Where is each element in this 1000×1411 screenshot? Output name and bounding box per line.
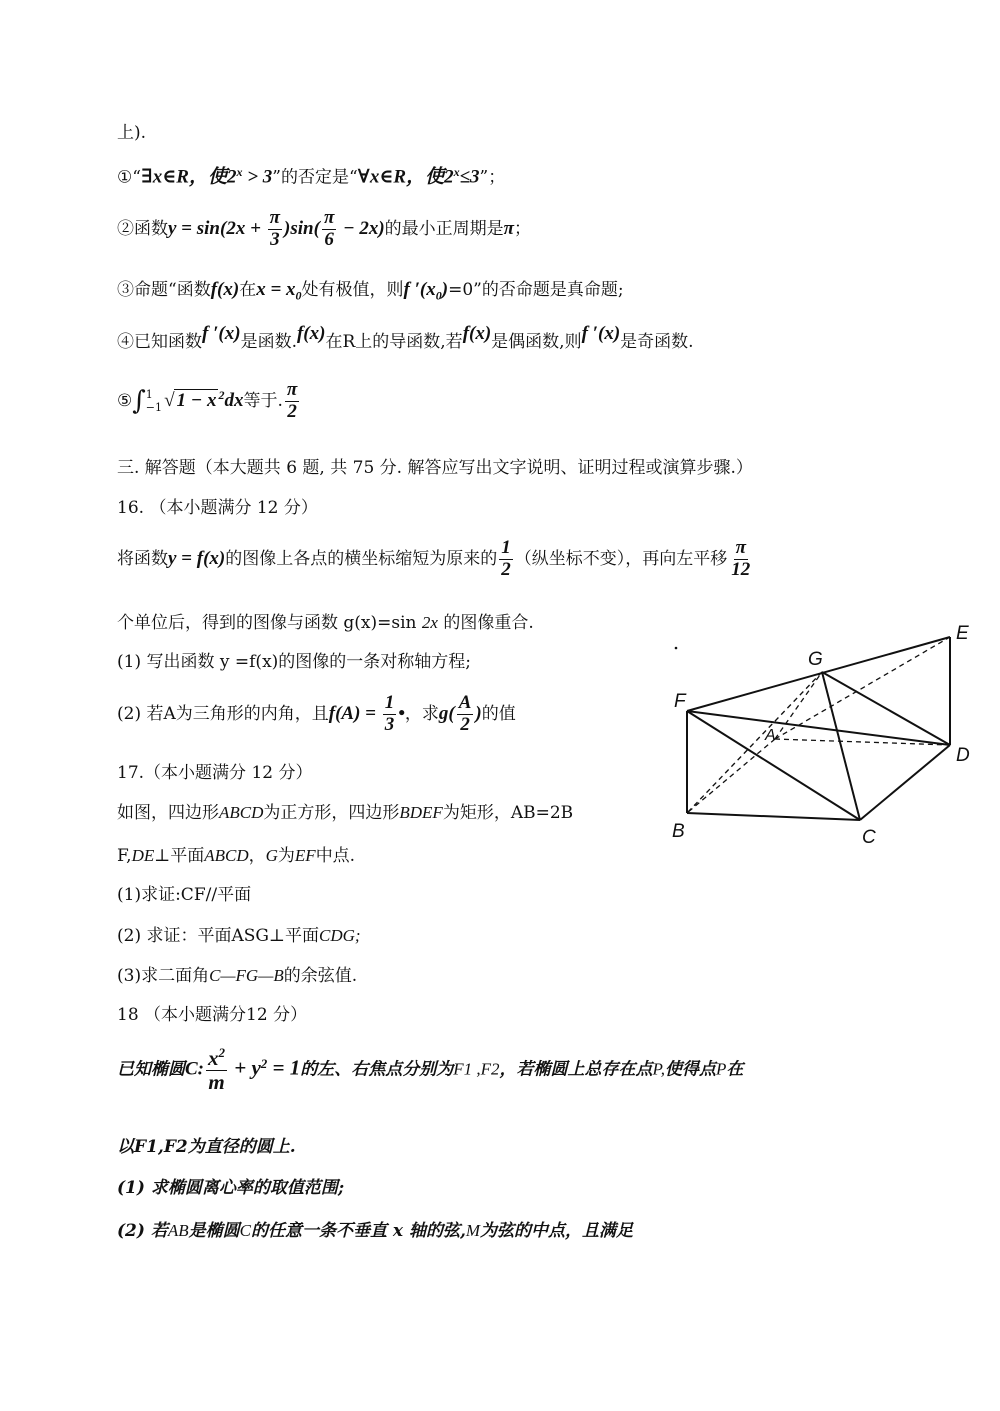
edge-CD: [860, 745, 950, 820]
statement-4: ④已知函数f ′(x)是函数.f(x)在R上的导函数,若f(x)是偶函数,则f ′(x)是奇函数.: [117, 323, 694, 352]
continuation-text: 上).: [117, 123, 147, 143]
label-A: A: [765, 727, 776, 744]
dashed-GB: [687, 672, 822, 813]
statement-5: ⑤∫ 1 −1 √ 1 − x $^2$dx等于. $\frac{\pi}{2}$: [117, 379, 298, 422]
stray-dot: [675, 647, 678, 650]
q17-part-1: (1)求证:CF//平面: [117, 885, 252, 905]
q18-heading: 18 （本小题满分12 分）: [117, 1005, 308, 1025]
dashed-AE: [775, 637, 950, 739]
dashed-AB: [687, 739, 775, 813]
label-B: B: [672, 821, 685, 842]
q17-line-1: 如图，四边形ABCD为正方形，四边形BDEF为矩形，AB=2B: [117, 803, 574, 823]
q18-part-1: (1) 求椭圆离心率的取值范围;: [117, 1178, 345, 1198]
geometry-figure: [660, 615, 990, 850]
label-F: F: [674, 691, 686, 712]
edge-BC: [687, 813, 860, 820]
q16-heading: 16. （本小题满分 12 分）: [117, 498, 318, 518]
edge-FD: [687, 711, 950, 745]
edge-GD: [822, 672, 950, 745]
edge-GC: [822, 672, 860, 820]
q18-line-1: 已知椭圆C: $\frac{x^2}{m}$ + $y^2 = 1$的左、右焦点分别为F1 ,F2，若椭圆上总存在点P,使得点P在: [117, 1045, 744, 1095]
label-E: E: [956, 623, 969, 644]
label-D: D: [956, 745, 970, 766]
q17-part-3: (3)求二面角C—FG—B的余弦值.: [117, 966, 358, 986]
q16-part-2: (2) 若A为三角形的内角，且f(A) = $\frac{1}{3}$ •，求g( $\frac{A}{2}$ )的值: [117, 692, 516, 735]
q18-line-2: 以F1,F2为直径的圆上.: [117, 1137, 296, 1157]
label-G: G: [808, 649, 823, 670]
dashed-AG: [775, 672, 822, 739]
q16-line-1: 将函数y = f(x)的图像上各点的横坐标缩短为原来的 $\frac{1}{2}$ （纵坐标不变），再向左平移 $\frac{\pi}{12}$: [117, 537, 751, 580]
q17-heading: 17.（本小题满分 12 分）: [117, 763, 313, 783]
statement-3: ③命题“函数f(x)在$x = x_0$处有极值，则f $'(x_0)=0$”的否命题是真命题;: [117, 279, 624, 303]
statement-2: ②函数y = sin(2x + $\frac{\pi}{3}$ )sin( $\frac{\pi}{6}$ − 2x)的最小正周期是π；: [117, 207, 532, 250]
label-C: C: [862, 827, 876, 848]
q17-line-2: F,DE⊥平面ABCD，G为EF中点.: [117, 846, 356, 866]
integral-sign: ∫: [132, 386, 146, 417]
q16-part-1: (1) 写出函数 y =f(x)的图像的一条对称轴方程;: [117, 652, 472, 672]
q17-part-2: (2) 求证：平面ASG⊥平面CDG;: [117, 926, 361, 946]
q18-part-2: (2) 若AB是椭圆C的任意一条不垂直 x 轴的弦,M为弦的中点，且满足: [117, 1221, 634, 1241]
section-3-heading: 三. 解答题（本大题共 6 题, 共 75 分. 解答应写出文字说明、证明过程或演算步骤.）: [117, 458, 753, 478]
q16-line-2: 个单位后，得到的图像与函数 g(x)=sin 2x 的图像重合.: [117, 613, 534, 633]
statement-1: ①“∃x∈R，使$2^x > 3$”的否定是“∀x∈R，使$2^x\le 3$”；: [117, 165, 506, 188]
